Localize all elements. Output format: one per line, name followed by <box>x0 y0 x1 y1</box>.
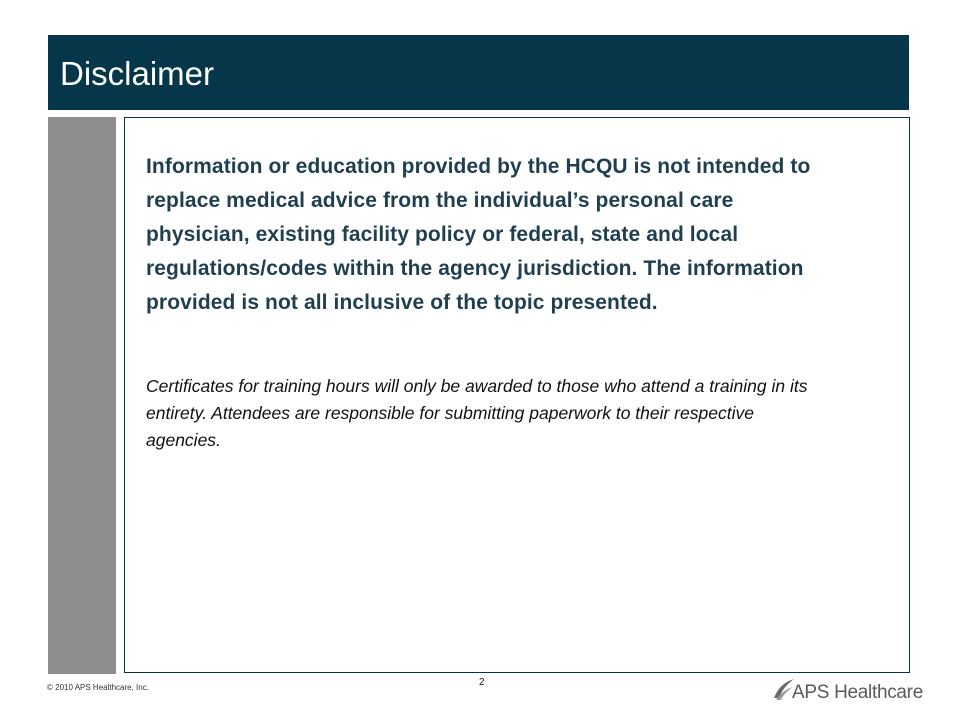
company-logo <box>772 676 923 704</box>
copyright-notice: © 2010 APS Healthcare, Inc. <box>47 683 149 692</box>
slide-title: Disclaimer <box>60 55 215 92</box>
decorative-side-band <box>48 117 116 674</box>
logo-wordmark: APS Healthcare <box>792 682 923 703</box>
disclaimer-text: Information or education provided by the HCQU is not intended to replace medical advice from the individual’s personal care physician, existing facility policy or federal, state and local regulations/codes within the agency jurisdiction. The information provided is not all inclusive of the topic presented. <box>146 155 811 314</box>
page-number: 2 <box>479 677 485 688</box>
content-frame <box>124 117 910 673</box>
title-bar <box>48 35 909 110</box>
certificate-note: Certificates for training hours will only be awarded to those who attend a training in its entirety. Attendees are responsible for submitting paperwork to their respective agencies. <box>146 376 808 450</box>
